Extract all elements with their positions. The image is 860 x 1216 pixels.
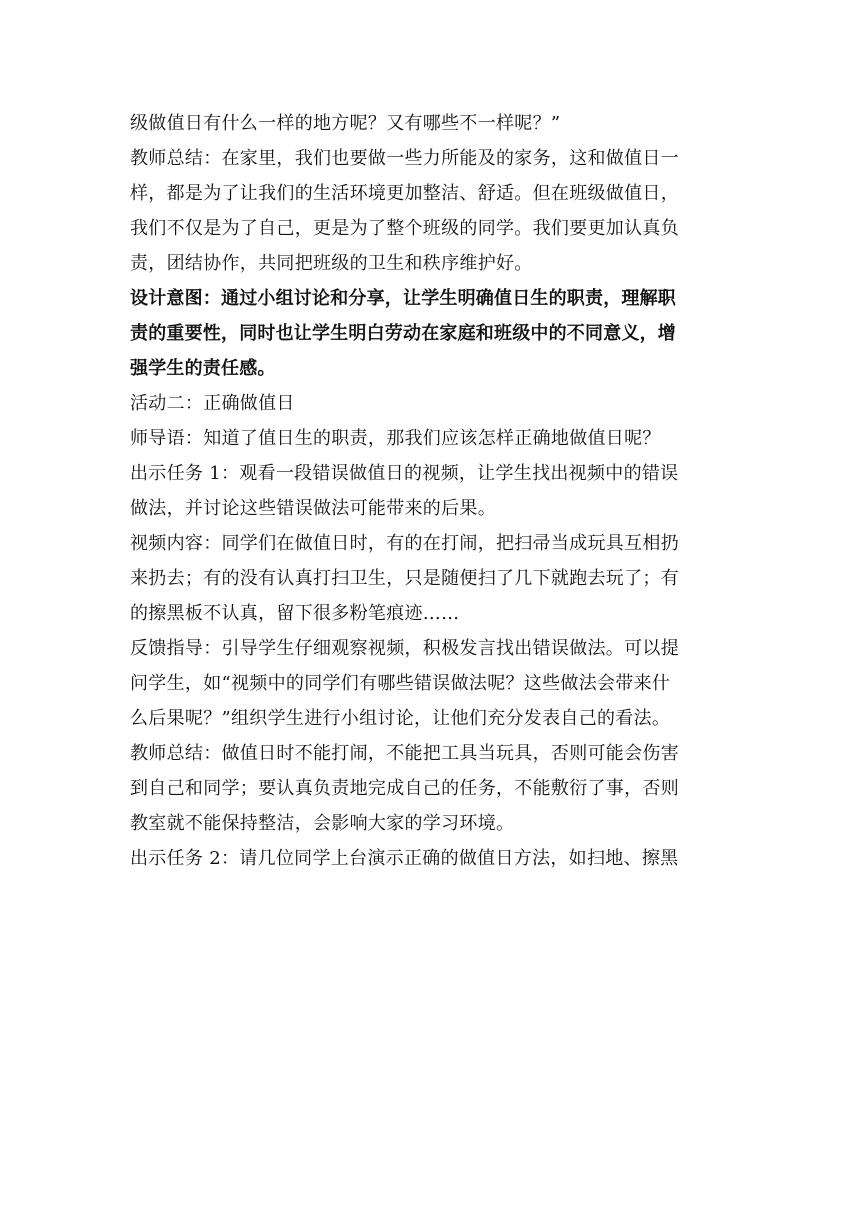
paragraph-feedback-guidance [130, 631, 730, 736]
text-line: 级做值日有什么一样的地方呢？又有哪些不一样呢？” [130, 113, 561, 134]
text-line: 活动二：正确做值日 [130, 393, 295, 414]
text-line: 强学生的责任感。 [130, 358, 276, 379]
paragraph-teacher-summary-2 [130, 736, 730, 841]
text-line: 反馈指导：引导学生仔细观察视频，积极发言找出错误做法。可以提 [130, 638, 679, 659]
paragraph-video-content [130, 526, 730, 631]
paragraph-teacher-intro [130, 421, 730, 456]
paragraph-activity-two-heading [130, 386, 730, 421]
paragraph-question-tail [130, 106, 730, 141]
text-line: 出示任务 2：请几位同学上台演示正确的做值日方法，如扫地、擦黑 [130, 848, 679, 869]
text-line: 视频内容：同学们在做值日时，有的在打闹，把扫帚当成玩具互相扔 [130, 533, 679, 554]
text-line: 设计意图：通过小组讨论和分享，让学生明确值日生的职责，理解职 [130, 288, 676, 309]
text-line: 师导语：知道了值日生的职责，那我们应该怎样正确地做值日呢？ [130, 428, 661, 449]
text-line: 教师总结：做值日时不能打闹，不能把工具当玩具，否则可能会伤害 [130, 743, 679, 764]
paragraph-design-intent [130, 281, 730, 386]
text-line: 样，都是为了让我们的生活环境更加整洁、舒适。但在班级做值日， [130, 183, 679, 204]
document-page [130, 106, 730, 876]
text-line: 么后果呢？”组织学生进行小组讨论，让他们充分发表自己的看法。 [130, 708, 671, 729]
text-line: 来扔去；有的没有认真打扫卫生，只是随便扫了几下就跑去玩了；有 [130, 568, 679, 589]
text-line: 教师总结：在家里，我们也要做一些力所能及的家务，这和做值日一 [130, 148, 679, 169]
text-line: 教室就不能保持整洁，会影响大家的学习环境。 [130, 813, 515, 834]
text-line: 责，团结协作，共同把班级的卫生和秩序维护好。 [130, 253, 533, 274]
text-line: 问学生，如“视频中的同学们有哪些错误做法呢？这些做法会带来什 [130, 673, 671, 694]
paragraph-task-one [130, 456, 730, 526]
text-line: 我们不仅是为了自己，更是为了整个班级的同学。我们要更加认真负 [130, 218, 679, 239]
text-line: 做法，并讨论这些错误做法可能带来的后果。 [130, 498, 496, 519]
text-line: 责的重要性，同时也让学生明白劳动在家庭和班级中的不同意义，增 [130, 323, 676, 344]
paragraph-task-two [130, 841, 730, 876]
text-line: 出示任务 1：观看一段错误做值日的视频，让学生找出视频中的错误 [130, 463, 679, 484]
paragraph-teacher-summary-1 [130, 141, 730, 281]
text-line: 的擦黑板不认真，留下很多粉笔痕迹…… [130, 603, 460, 624]
text-line: 到自己和同学；要认真负责地完成自己的任务，不能敷衍了事，否则 [130, 778, 679, 799]
